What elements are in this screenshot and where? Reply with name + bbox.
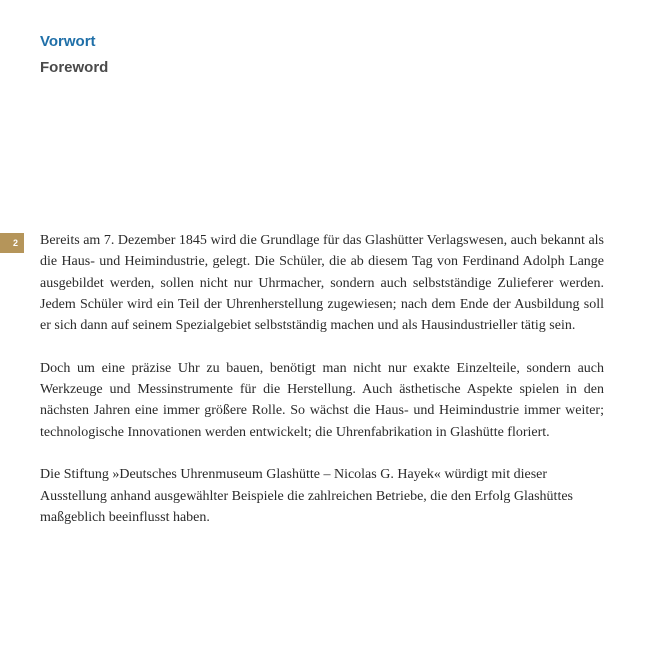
- paragraph-2: Doch um eine präzise Uhr zu bauen, benötigt man nicht nur exakte Einzelteile, sondern auch Werkzeuge und Messinstrumente für die Herstellung. Auch ästhetische Aspekte spielen in den nächsten Jahren eine immer größere Rolle. So wächst die Haus- und Heimindustrie immer weiter; technologische Innovationen werden entwickelt; die Uhrenfabrikation in Glashütte floriert.: [40, 360, 604, 440]
- body-text: [40, 230, 604, 549]
- page-title-english: Foreword: [40, 59, 109, 76]
- paragraph-1: Bereits am 7. Dezember 1845 wird die Grundlage für das Glashütter Verlagswesen, auch bekannt als die Haus- und Heimindustrie, gelegt. Die Schüler, die ab diesem Tag von Ferdinand Adolph Lange ausgebildet werden, sollen nicht nur Uhrmacher, sondern auch selbstständige Zulieferer werden. Jedem Schüler wird ein Teil der Uhrenherstellung zugewiesen; nach dem Ende der Ausbildung soll er sich dann auf seinem Spezialgebiet selbstständig machen und als Hausindustrieller tätig sein.: [40, 233, 604, 334]
- page-number-tab: 2: [0, 233, 24, 253]
- page-title-german: Vorwort: [40, 33, 96, 50]
- paragraph-3: Die Stiftung »Deutsches Uhrenmuseum Glashütte – Nicolas G. Hayek« würdigt mit dieser Ausstellung anhand ausgewählter Beispiele die zahlreichen Betriebe, die den Erfolg Glashüttes maßgeblich beeinflusst haben.: [40, 467, 573, 525]
